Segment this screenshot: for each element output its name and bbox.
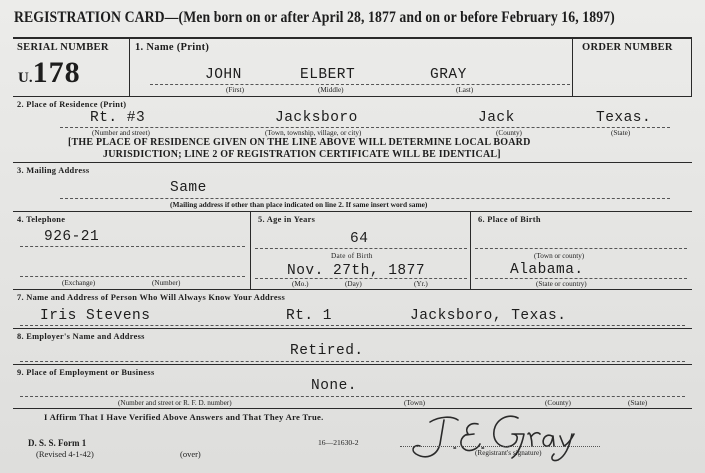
name-last: GRAY <box>430 67 467 83</box>
row8-bottom <box>13 364 692 365</box>
row1-bottom <box>13 96 692 97</box>
employment-state-caption: (State) <box>628 399 648 407</box>
mailing-line <box>60 198 670 199</box>
residence-county: Jack <box>478 110 515 126</box>
contact-route: Rt. 1 <box>286 308 333 324</box>
birthplace-divider <box>470 211 471 289</box>
telephone-value: 926-21 <box>44 229 100 245</box>
telephone-line-2 <box>20 276 245 277</box>
birthplace-line-2 <box>475 278 687 279</box>
age-value: 64 <box>350 231 369 247</box>
row2-bottom <box>13 162 692 163</box>
row4-bottom <box>13 289 692 290</box>
telephone-number-caption: (Number) <box>152 279 181 287</box>
serial-number: U.178 <box>18 56 81 89</box>
employment-county-caption: (County) <box>545 399 571 407</box>
name-label: 1. Name (Print) <box>135 42 210 53</box>
name-middle: ELBERT <box>300 67 356 83</box>
residence-county-caption: (County) <box>496 129 522 137</box>
employment-value: None. <box>311 378 358 394</box>
row3-bottom <box>13 211 692 212</box>
telephone-exchange-caption: (Exchange) <box>62 279 96 287</box>
contact-name: Iris Stevens <box>40 308 151 324</box>
name-first: JOHN <box>205 67 242 83</box>
contact-place: Jacksboro, Texas. <box>410 308 567 324</box>
order-divider <box>572 37 573 97</box>
form-over: (over) <box>180 449 201 459</box>
residence-notice-line1: [THE PLACE OF RESIDENCE GIVEN ON THE LINE ABOVE WILL DETERMINE LOCAL BOARD <box>68 137 531 148</box>
birthplace-state-caption: (State or country) <box>536 280 587 288</box>
serial-divider <box>129 37 130 97</box>
dob-mo-caption: (Mo.) <box>292 280 309 288</box>
employer-value: Retired. <box>290 343 364 359</box>
telephone-line-1 <box>20 246 245 247</box>
mailing-caption: (Mailing address if other than place indicated on line 2. If same insert word same) <box>170 200 428 209</box>
contact-label: 7. Name and Address of Person Who Will Always Know Your Address <box>17 293 286 302</box>
top-rule <box>13 37 692 39</box>
dob-line <box>255 278 467 279</box>
mailing-value: Same <box>170 180 207 196</box>
residence-line <box>60 127 670 128</box>
signature-line <box>400 446 600 447</box>
employment-street-caption: (Number and street or R. F. D. number) <box>118 399 232 407</box>
age-label: 5. Age in Years <box>258 215 316 224</box>
serial-value: 178 <box>32 56 81 89</box>
age-line <box>255 248 467 249</box>
telephone-label: 4. Telephone <box>17 215 66 224</box>
birthplace-town-caption: (Town or county) <box>534 252 585 260</box>
dob-yr-caption: (Yr.) <box>414 280 428 288</box>
age-divider <box>250 211 251 289</box>
mailing-label: 3. Mailing Address <box>17 166 90 175</box>
card-title: REGISTRATION CARD—(Men born on or after April 28, 1877 and on or before February 16, 1897) <box>14 9 615 26</box>
right-frame <box>691 37 692 97</box>
name-first-caption: (First) <box>226 86 244 94</box>
residence-town-caption: (Town, township, village, or city) <box>265 129 362 137</box>
signature-caption: (Registrant's signature) <box>475 449 542 457</box>
employer-line <box>20 361 685 362</box>
residence-label: 2. Place of Residence (Print) <box>17 100 127 109</box>
name-middle-caption: (Middle) <box>318 86 344 94</box>
dob-label: Date of Birth <box>331 252 373 260</box>
serial-prefix: U <box>18 70 29 86</box>
employer-label: 8. Employer's Name and Address <box>17 332 145 341</box>
residence-town: Jacksboro <box>275 110 358 126</box>
birthplace-value: Alabama. <box>510 262 584 278</box>
order-number-label: ORDER NUMBER <box>582 42 673 53</box>
residence-state: Texas. <box>596 110 652 126</box>
residence-street: Rt. #3 <box>90 110 146 126</box>
form-id: D. S. S. Form 1 <box>28 438 87 448</box>
employment-line <box>20 396 685 397</box>
birthplace-line <box>475 248 687 249</box>
print-code: 16—21630-2 <box>318 438 359 447</box>
dob-day-caption: (Day) <box>345 280 362 288</box>
affirmation-text: I Affirm That I Have Verified Above Answers and That They Are True. <box>44 412 324 422</box>
row7-bottom <box>13 328 692 329</box>
employment-town-caption: (Town) <box>404 399 426 407</box>
residence-street-caption: (Number and street) <box>92 129 150 137</box>
name-line <box>150 84 570 85</box>
serial-number-label: SERIAL NUMBER <box>17 42 109 53</box>
residence-state-caption: (State) <box>611 129 631 137</box>
residence-notice-line2: JURISDICTION; LINE 2 OF REGISTRATION CERTIFICATE WILL BE IDENTICAL] <box>103 149 501 160</box>
name-last-caption: (Last) <box>456 86 474 94</box>
form-revised: (Revised 4-1-42) <box>36 449 94 459</box>
birthplace-label: 6. Place of Birth <box>478 215 541 224</box>
contact-line <box>20 325 685 326</box>
employment-label: 9. Place of Employment or Business <box>17 368 155 377</box>
dob-value: Nov. 27th, 1877 <box>287 263 426 279</box>
